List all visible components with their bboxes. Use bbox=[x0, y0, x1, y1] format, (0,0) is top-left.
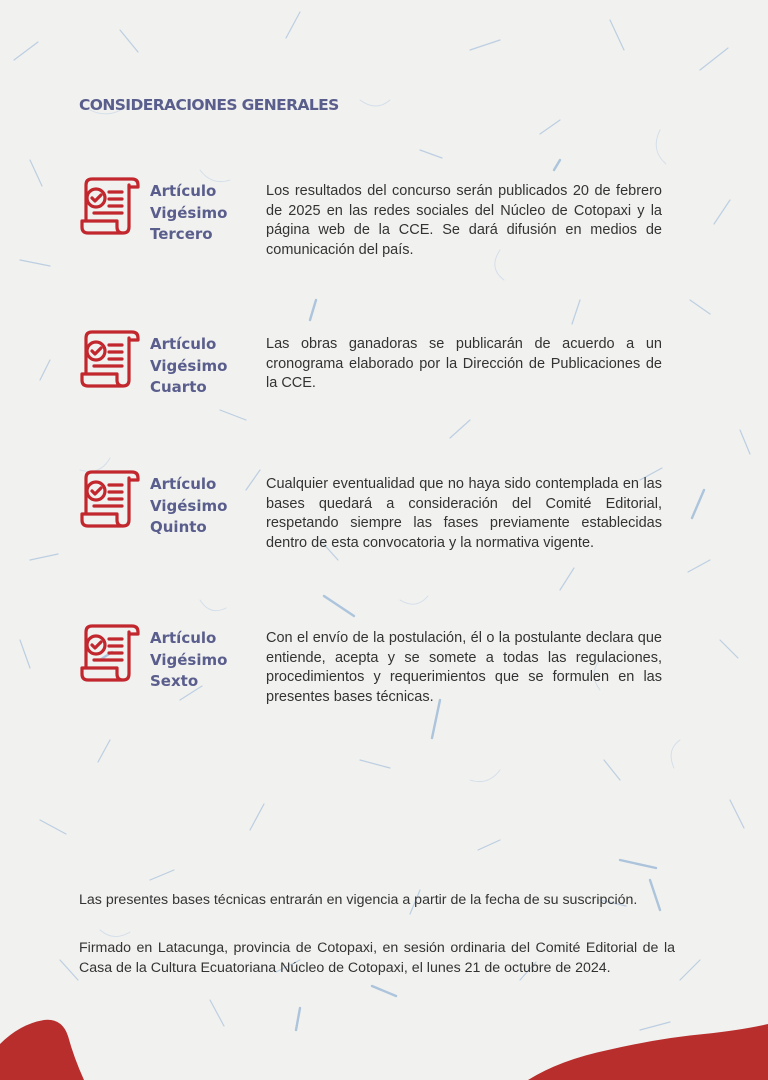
validity-statement: Las presentes bases técnicas entrarán en vigencia a partir de la fecha de su suscripción. bbox=[79, 892, 638, 908]
document-check-icon bbox=[78, 175, 140, 237]
article-heading-line: Vigésimo bbox=[150, 356, 228, 375]
article-heading-line: Tercero bbox=[150, 225, 213, 243]
article-heading bbox=[150, 181, 260, 246]
article-body: Las obras ganadoras se publicarán de acuerdo a un cronograma elaborado por la Dirección de Publicaciones de la CCE. bbox=[266, 336, 662, 392]
article-heading bbox=[150, 334, 260, 399]
article-heading-line: Cuarto bbox=[150, 378, 207, 396]
decorative-red-wave bbox=[0, 1010, 768, 1080]
article-heading-line: Vigésimo bbox=[150, 496, 228, 515]
article-heading-line: Artículo bbox=[150, 182, 217, 200]
article-heading bbox=[150, 474, 260, 539]
article-body: Con el envío de la postulación, él o la postulante declara que entiende, acepta y se somete a todas las regulaciones, procedimientos y requerimientos que se formulen en las presentes bases técnicas. bbox=[266, 630, 662, 705]
article-heading-line: Vigésimo bbox=[150, 650, 228, 669]
article-heading-line: Quinto bbox=[150, 518, 207, 536]
document-check-icon bbox=[78, 622, 140, 684]
article-heading-line: Vigésimo bbox=[150, 203, 228, 222]
document-check-icon bbox=[78, 328, 140, 390]
section-title: CONSIDERACIONES GENERALES bbox=[79, 96, 339, 114]
article-body: Los resultados del concurso serán publicados 20 de febrero de 2025 en las redes sociales del Núcleo de Cotopaxi y la página web de la CCE. Se dará difusión en medios de comunicación del país. bbox=[266, 183, 662, 258]
article-heading-line: Artículo bbox=[150, 335, 217, 353]
signature-statement: Firmado en Latacunga, provincia de Cotopaxi, en sesión ordinaria del Comité Editorial de la Casa de la Cultura Ecuatoriana Núcleo de Cotopaxi, el lunes 21 de octubre de 2024. bbox=[79, 940, 675, 976]
article-heading-line: Artículo bbox=[150, 475, 217, 493]
article-heading-line: Artículo bbox=[150, 629, 217, 647]
article-heading-line: Sexto bbox=[150, 672, 199, 690]
document-check-icon bbox=[78, 468, 140, 530]
article-heading bbox=[150, 628, 260, 693]
article-body: Cualquier eventualidad que no haya sido contemplada en las bases quedará a consideración del Comité Editorial, respetando siempre las fases previamente establecidas dentro de esta convocatoria y la normativa vigente. bbox=[266, 476, 662, 551]
